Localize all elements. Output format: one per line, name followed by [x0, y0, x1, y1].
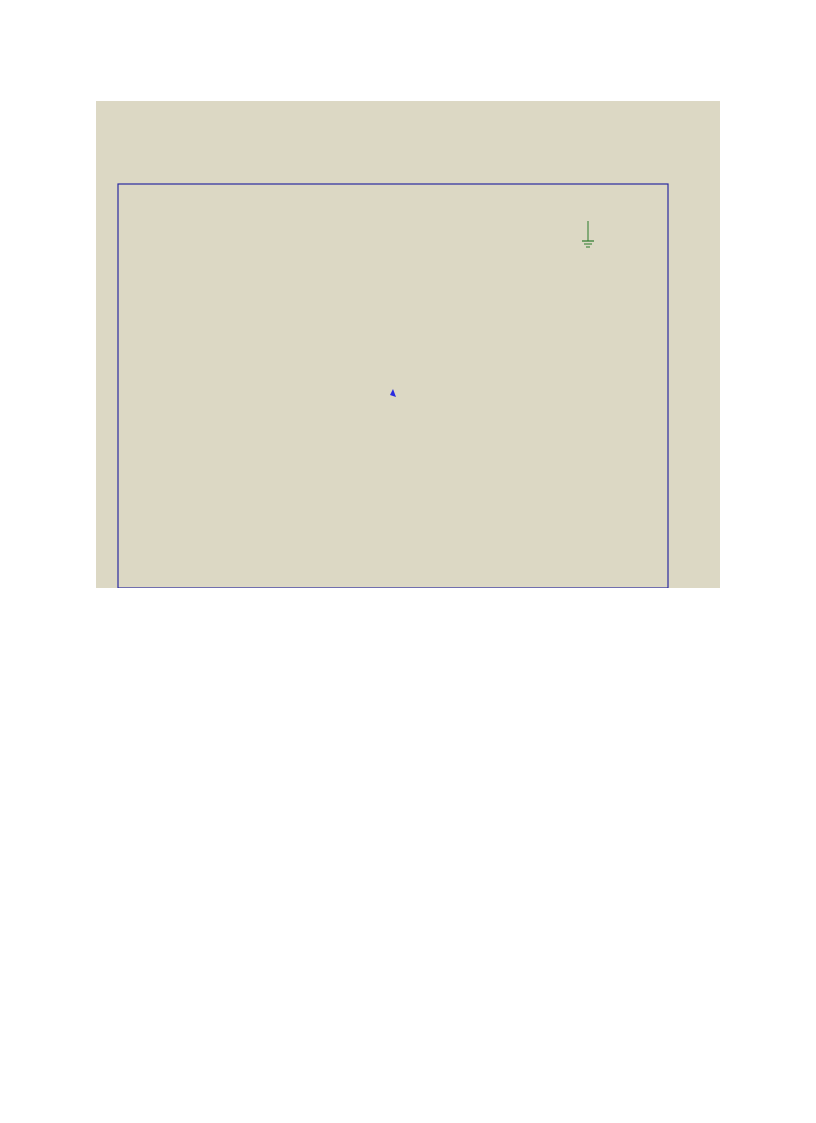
schematic-background [96, 101, 720, 588]
circuit-schematic-figure [96, 101, 720, 588]
